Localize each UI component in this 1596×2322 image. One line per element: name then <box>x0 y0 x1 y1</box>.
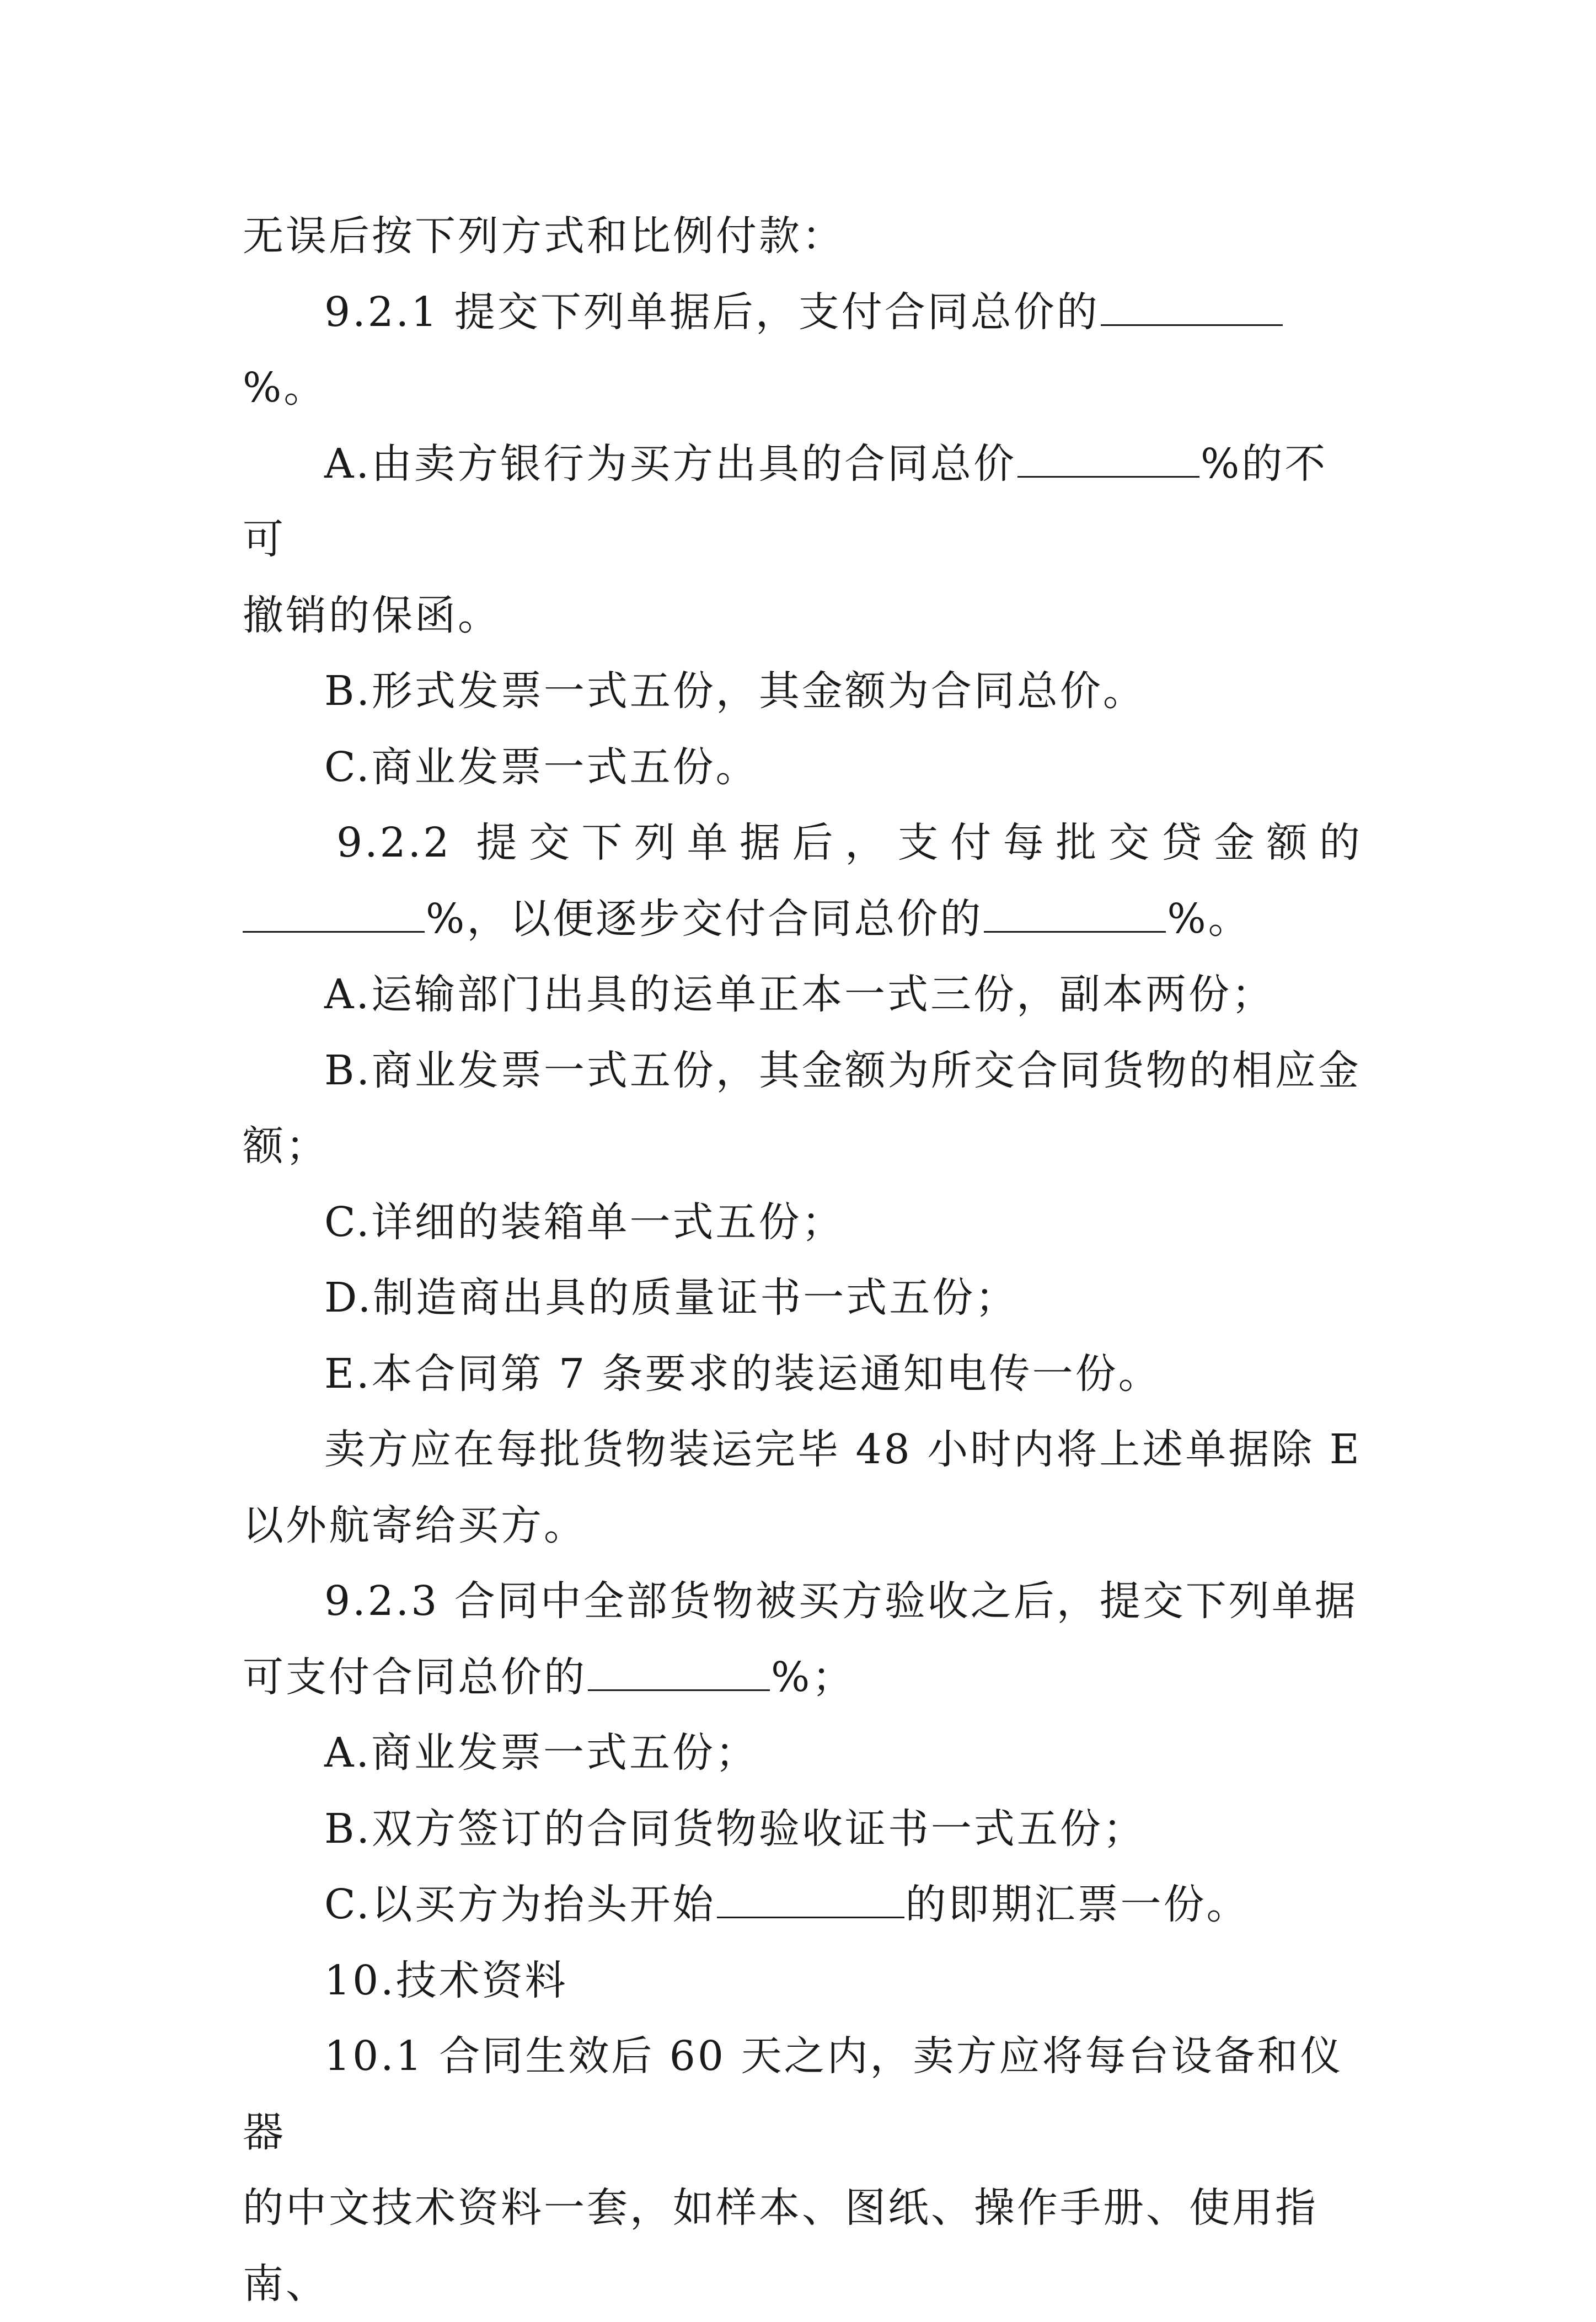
text-line: 9.2.1 提交下列单据后，支付合同总价的 <box>324 288 1100 336</box>
paragraph-line <box>243 578 1362 654</box>
text-line: 撤销的保函。 <box>243 591 501 639</box>
clause-9-2-2 <box>243 805 1362 881</box>
clause-10-1 <box>243 2019 1362 2170</box>
text-line: %； <box>771 1653 855 1701</box>
text-line: 可支付合同总价的 <box>243 1653 587 1701</box>
text-line: C.以买方为抬头开始 <box>324 1881 716 1928</box>
blank-fill-line <box>1101 290 1283 326</box>
paragraph-line <box>243 1640 1362 1716</box>
item-a-waybill <box>243 957 1362 1033</box>
section-heading-technical-data <box>243 1943 1362 2019</box>
text-line: B.商业发票一式五份，其金额为所交合同货物的相应金 <box>324 1046 1361 1094</box>
text-line: 的中文技术资料一套，如样本、图纸、操作手册、使用指南、 <box>243 2184 1318 2308</box>
item-a-guarantee <box>243 426 1362 578</box>
item-b-proforma-invoice <box>243 654 1362 730</box>
item-b-commercial-invoice <box>243 1033 1362 1109</box>
blank-fill-line <box>1017 442 1199 478</box>
text-line: C.商业发票一式五份。 <box>324 743 759 791</box>
text-line: 10.1 合同生效后 60 天之内，卖方应将每台设备和仪器 <box>243 2032 1343 2156</box>
text-line: B.形式发票一式五份，其金额为合同总价。 <box>324 667 1146 715</box>
blank-fill-line <box>984 897 1166 933</box>
text-line: D.制造商出具的质量证书一式五份； <box>324 1274 1019 1321</box>
text-line: A.运输部门出具的运单正本一式三份，副本两份； <box>324 971 1274 1018</box>
clause-9-2-3 <box>243 1564 1362 1640</box>
item-e-shipping-notice <box>243 1336 1362 1413</box>
text-line: 以外航寄给买方。 <box>243 1501 587 1549</box>
text-line: 卖方应在每批货物装运完毕 48 小时内将上述单据除 E <box>324 1426 1362 1473</box>
item-c-packing-list <box>243 1185 1362 1261</box>
contract-body-text <box>243 199 1362 2322</box>
clause-9-2-1 <box>243 275 1362 426</box>
text-line: 额； <box>243 1122 329 1170</box>
item-d-quality-certificate <box>243 1260 1362 1336</box>
text-line: %的不可 <box>243 440 1328 563</box>
text-line: B.双方签订的合同货物验收证书一式五份； <box>324 1805 1146 1853</box>
text-line: A.商业发票一式五份； <box>324 1729 758 1777</box>
paragraph-seller-airmail <box>243 1412 1362 1488</box>
paragraph-line <box>243 881 1362 957</box>
blank-fill-line <box>588 1655 770 1691</box>
text-line: A.由卖方银行为买方出具的合同总价 <box>324 440 1016 488</box>
text-line: 无误后按下列方式和比例付款： <box>243 212 845 260</box>
text-line: E.本合同第 7 条要求的装运通知电传一份。 <box>324 1350 1161 1398</box>
text-line: 9.2.3 合同中全部货物被买方验收之后，提交下列单据 <box>324 1577 1358 1625</box>
text-line: C.详细的装箱单一式五份； <box>324 1198 845 1246</box>
item-c-sight-draft <box>243 1867 1362 1943</box>
paragraph-line <box>243 1109 1362 1185</box>
text-line: 10.技术资料 <box>324 1956 568 2004</box>
text-line: %。 <box>243 364 327 411</box>
text-line: 的即期汇票一份。 <box>905 1881 1250 1928</box>
text-line: 9.2.2 提交下列单据后，支付每批交贷金额的 <box>336 819 1362 866</box>
blank-fill-line <box>243 897 425 933</box>
text-line: %，以便逐步交付合同总价的 <box>426 895 983 943</box>
item-a-commercial-invoice <box>243 1715 1362 1791</box>
item-b-acceptance-certificate <box>243 1791 1362 1868</box>
paragraph-line <box>243 1488 1362 1564</box>
text-line: %。 <box>1167 895 1251 943</box>
paragraph-line <box>243 2170 1362 2322</box>
paragraph-line <box>243 199 1362 275</box>
blank-fill-line <box>717 1882 904 1918</box>
item-c-commercial-invoice <box>243 730 1362 806</box>
